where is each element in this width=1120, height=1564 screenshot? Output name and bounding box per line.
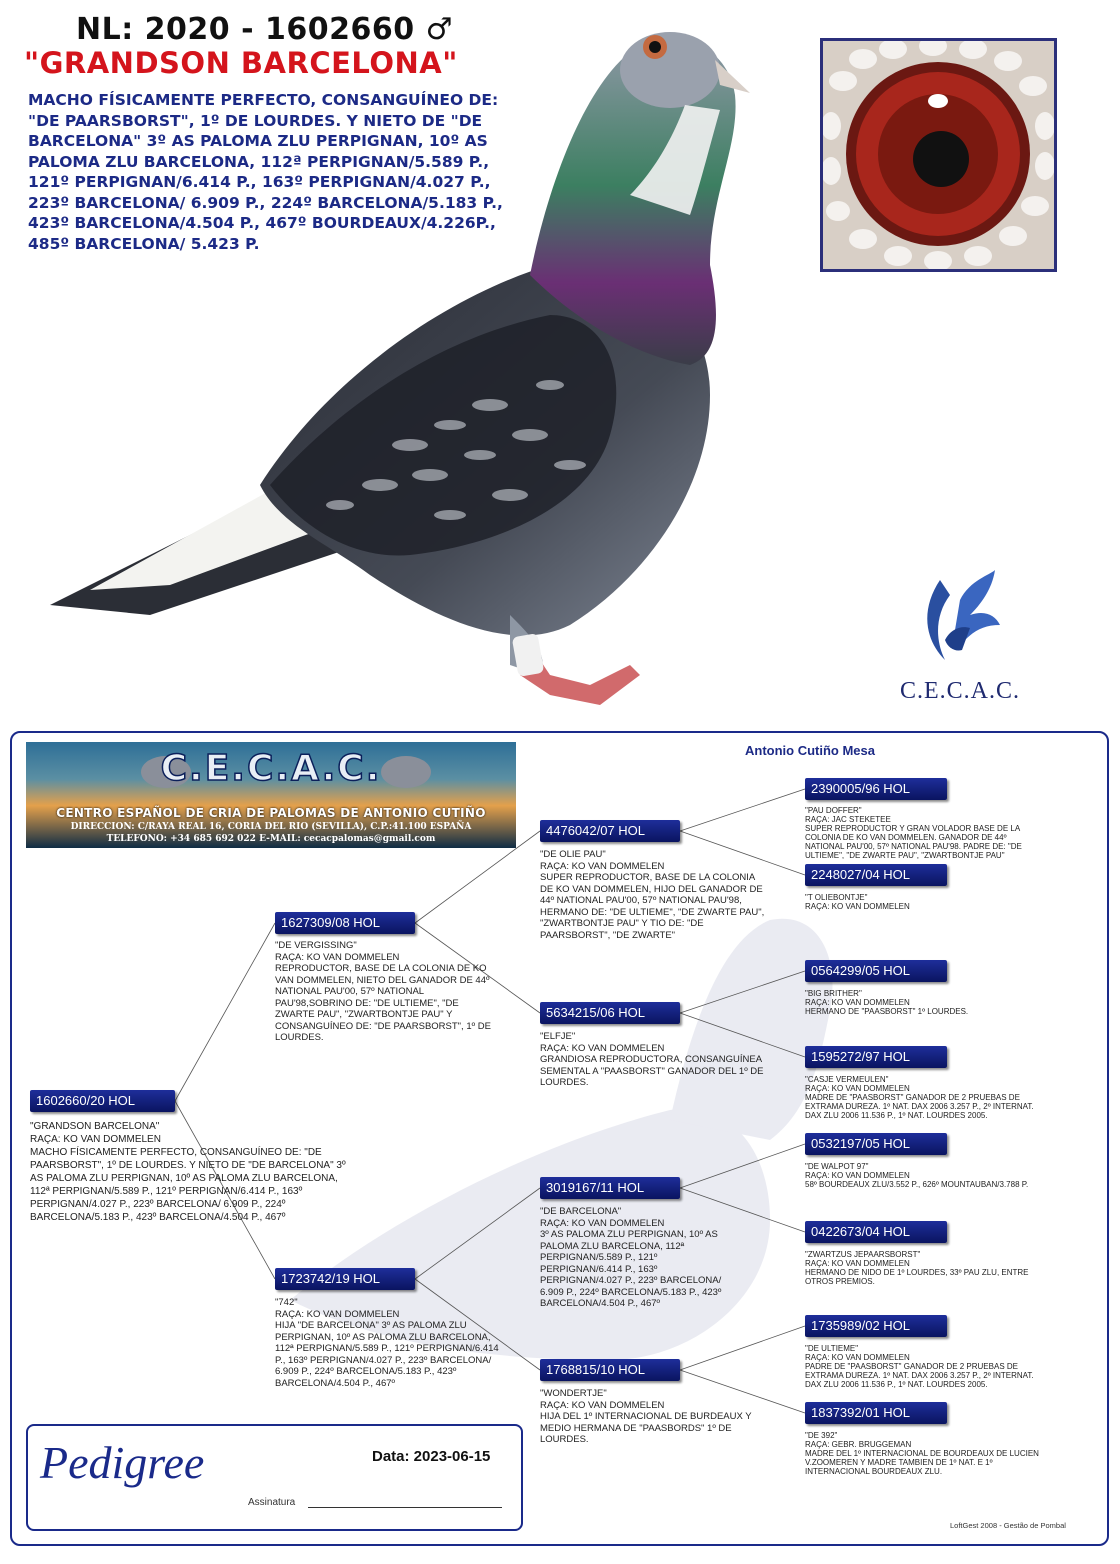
dsd-text: "ZWARTZUS JEPAARSBORST" RAÇA: KO VAN DOMMELEN HERMANO DE NIDO DE 1º LOURDES, 33º PAU ZLU, ENTRE OTROS PREMIOS.	[805, 1250, 1029, 1286]
sire-sire-text: "DE OLIE PAU" RAÇA: KO VAN DOMMELEN SUPER REPRODUCTOR, BASE DE LA COLONIA DE KO VAN DOMMELEN, HIJO DEL GANADOR DE 44º NATIONAL PAU'00, 57º NATIONAL PAU'98, HERMANO DE: "DE ULTIEME", "DE ZWARTE PAU", "ZWARTBONTJE PAU" Y TIO DE: "DE PAARSBORST", "DE ZWARTE"	[540, 849, 765, 941]
ssd-text: "T OLIEBONTJE" RAÇA: KO VAN DOMMELEN	[805, 893, 910, 911]
sire-text: "DE VERGISSING" RAÇA: KO VAN DOMMELEN REPRODUCTOR, BASE DE LA COLONIA DE KO VAN DOMMELEN, NIETO DEL GANADOR DE 44º NATIONAL PAU'00, 57º NATIONAL PAU'98,SOBRINO DE: "DE ULTIEME", "DE ZWARTE PAU", "ZWARTBONTJE PAU" Y CONSANGUÍNEO DE: "DE PAARSBORST", 1º DE LOURDES.	[275, 940, 491, 1043]
banner-address: DIRECCION: C/RAYA REAL 16, CORIA DEL RIO (SEVILLA), C.P.:41.100 ESPAÑA	[70, 822, 472, 832]
dam-dam-text: "WONDERTJE" RAÇA: KO VAN DOMMELEN HIJA DEL 1º INTERNACIONAL DE BURDEAUX Y MEDIO HERMANA DE "PAASBORDS" 1º DE LOURDES.	[540, 1388, 752, 1445]
signature-label: Assinatura	[248, 1497, 296, 1508]
ddd-text: "DE 392" RAÇA: GEBR. BRUGGEMAN MADRE DEL 1º INTERNACIONAL DE BOURDEAUX DE LUCIEN V.ZOOMEREN Y MADRE TAMBIEN DE 1º NAT. E 1º INTERNACIONAL BOURDEAUX ZLU.	[805, 1431, 1039, 1476]
sire-ring: 1627309/08 HOL	[275, 912, 415, 934]
pigeon-description: MACHO FÍSICAMENTE PERFECTO, CONSANGUÍNEO DE: "DE PAARSBORST", 1º DE LOURDES. Y NIETO DE "DE BARCELONA" 3º AS PALOMA ZLU PERPIGNAN, 10º AS PALOMA ZLU BARCELONA, 112ª PERPIGNAN/5.589 P., 121º PERPIGNAN/6.414 P., 163º PERPIGNAN/4.027 P., 223º BARCELONA/ 6.909 P., 224º BARCELONA/5.183 P., 423º BARCELONA/4.504 P., 467º BOURDEAUX/4.226P., 485º BARCELONA/ 5.423 P.	[28, 91, 503, 253]
banner-title: C.E.C.A.C.	[160, 748, 382, 789]
dam-ring: 1723742/19 HOL	[275, 1268, 415, 1290]
dss-text: "DE WALPOT 97" RAÇA: KO VAN DOMMELEN 58º BOURDEAUX ZLU/3.552 P., 626º MOUNTAUBAN/3.788 P.	[805, 1162, 1029, 1189]
sdd-ring: 1595272/97 HOL	[805, 1046, 947, 1068]
date-label: Data: 2023-06-15	[372, 1448, 491, 1465]
sire-dam-ring: 5634215/06 HOL	[540, 1002, 680, 1024]
ring-number-title: NL: 2020 - 1602660 ♂	[76, 12, 453, 47]
sire-dam-text: "ELFJE" RAÇA: KO VAN DOMMELEN GRANDIOSA REPRODUCTORA, CONSANGUÍNEA SEMENTAL A "PAASBORST" GANADOR DEL 1º DE LOURDES.	[540, 1031, 764, 1088]
dsd-ring: 0422673/04 HOL	[805, 1221, 947, 1243]
dam-sire-ring: 3019167/11 HOL	[540, 1177, 680, 1199]
ddd-ring: 1837392/01 HOL	[805, 1402, 947, 1424]
owner-name: Antonio Cutiño Mesa	[745, 743, 875, 758]
pedigree-script-title: Pedigree	[40, 1437, 205, 1488]
banner-subtitle: CENTRO ESPAÑOL DE CRIA DE PALOMAS DE ANTONIO CUTIÑO	[56, 806, 486, 820]
sdd-text: "CASJE VERMEULEN" RAÇA: KO VAN DOMMELEN MADRE DE "PAASBORST" GANADOR DE 2 PRUEBAS DE EXTRAMA DUREZA. 1º NAT. DAX 2006 3.257 P., 2º INTERNAT. DAX ZLU 2006 11.536 P., 1º NAT. LOURDES 2005.	[805, 1075, 1034, 1120]
sire-sire-ring: 4476042/07 HOL	[540, 820, 680, 842]
sss-text: "PAU DOFFER" RAÇA: JAC STEKETEE SUPER REPRODUCTOR Y GRAN VOLADOR BASE DE LA COLONIA DE KO VAN DOMMELEN. GANADOR DE 44º NATIONAL PAU'00, 57º NATIONAL PAU'98. PADRE DE: "DE ULTIEME", "DE ZWARTE PAU", "ZWARTBONTJE PAU"	[805, 806, 1022, 860]
dam-text: "742" RAÇA: KO VAN DOMMELEN HIJA "DE BARCELONA" 3º AS PALOMA ZLU PERPIGNAN, 10º AS PALOMA ZLU BARCELONA, 112ª PERPIGNAN/5.589 P., 121º PERPIGNAN/6.414 P., 163º PERPIGNAN/4.027 P., 223º BARCELONA/ 6.909 P., 224º BARCELONA/5.183 P., 423º BARCELONA/4.504 P., 467º	[275, 1297, 499, 1389]
sss-ring: 2390005/96 HOL	[805, 778, 947, 800]
dam-sire-text: "DE BARCELONA" RAÇA: KO VAN DOMMELEN 3º AS PALOMA ZLU PERPIGNAN, 10º AS PALOMA ZLU BARCELONA, 112ª PERPIGNAN/5.589 P., 121º PERPIGNAN/6.414 P., 163º PERPIGNAN/4.027 P., 223º BARCELONA/ 6.909 P., 224º BARCELONA/5.183 P., 423º BARCELONA/4.504 P., 467º	[540, 1206, 722, 1309]
subject-text: "GRANDSON BARCELONA" RAÇA: KO VAN DOMMELEN MACHO FÍSICAMENTE PERFECTO, CONSANGUÍNEO DE: "DE PAARSBORST", 1º DE LOURDES. Y NIETO DE "DE BARCELONA" 3º AS PALOMA ZLU PERPIGNAN, 10º AS PALOMA ZLU BARCELONA, 112ª PERPIGNAN/5.589 P., 121º PERPIGNAN/6.414 P., 163º PERPIGNAN/4.027 P., 223º BARCELONA/ 6.909 P., 224º BARCELONA/5.183 P., 423º BARCELONA/4.504 P., 467º	[30, 1121, 346, 1223]
pigeon-name-title: "GRANDSON BARCELONA"	[24, 46, 458, 80]
footer-credit: LoftGest 2008 - Gestão de Pombal	[950, 1521, 1066, 1530]
dds-ring: 1735989/02 HOL	[805, 1315, 947, 1337]
cecac-logo-text: C.E.C.A.C.	[899, 678, 1020, 704]
dds-text: "DE ULTIEME" RAÇA: KO VAN DOMMELEN PADRE DE "PAASBORST" GANADOR DE 2 PRUEBAS DE EXTRAMA DUREZA. 1º NAT. DAX 2006 3.257 P., 2º INTERNAT. DAX ZLU 2006 11.536 P., 1º NAT. LOURDES 2005.	[805, 1344, 1034, 1389]
banner-phone: TELEFONO: +34 685 692 022 E-MAIL: cecacpalomas@gmail.com	[106, 834, 436, 844]
dam-dam-ring: 1768815/10 HOL	[540, 1359, 680, 1381]
dss-ring: 0532197/05 HOL	[805, 1133, 947, 1155]
sds-ring: 0564299/05 HOL	[805, 960, 947, 982]
ssd-ring: 2248027/04 HOL	[805, 864, 947, 886]
signature-line	[308, 1507, 502, 1508]
subject-ring: 1602660/20 HOL	[30, 1090, 175, 1112]
sds-text: "BIG BRITHER" RAÇA: KO VAN DOMMELEN HERMANO DE "PAASBORST" 1º LOURDES.	[805, 989, 969, 1016]
